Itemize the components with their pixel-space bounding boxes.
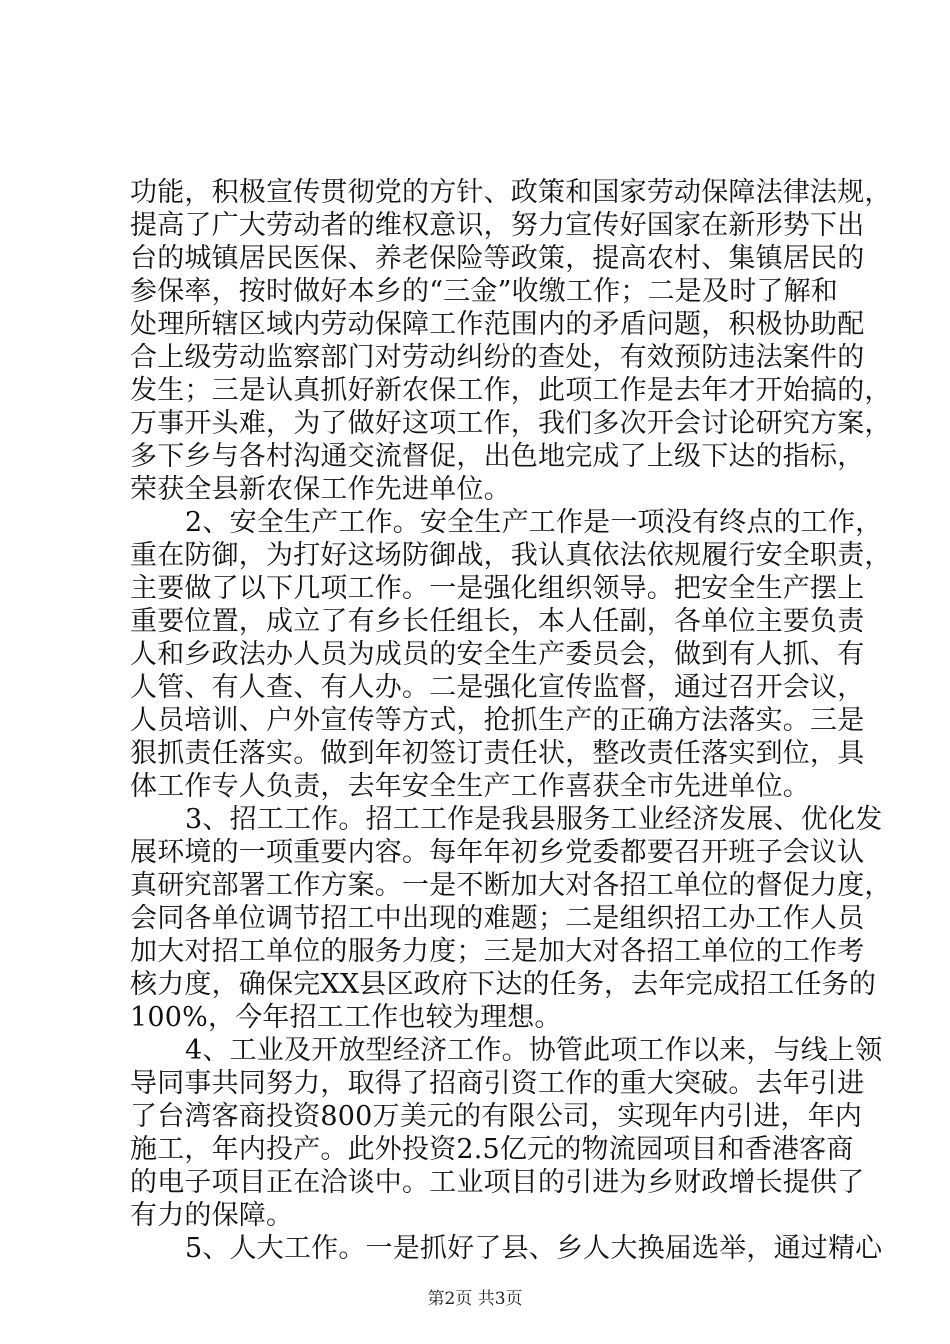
text-line: 发生；三是认真抓好新农保工作，此项工作是去年才开始搞的， <box>130 375 892 406</box>
text-line: 主要做了以下几项工作。一是强化组织领导。把安全生产摆上 <box>130 573 865 604</box>
text-line: 多下乡与各村沟通交流督促，出色地完成了上级下达的指标， <box>130 441 865 472</box>
text-line: 万事开头难，为了做好这项工作，我们多次开会讨论研究方案， <box>130 408 892 439</box>
page-number-label: 第2页 共3页 <box>427 1289 523 1309</box>
text-line: 狠抓责任落实。做到年初签订责任状，整改责任落实到位，具 <box>130 738 865 769</box>
text-line: 参保率，按时做好本乡的“三金”收缴工作；二是及时了解和 <box>130 276 839 307</box>
text-line: 提高了广大劳动者的维权意识，努力宣传好国家在新形势下出 <box>130 210 865 241</box>
text-line: 人和乡政法办人员为成员的安全生产委员会，做到有人抓、有 <box>130 639 865 670</box>
text-line: 荣获全县新农保工作先进单位。 <box>130 474 511 505</box>
text-line: 的电子项目正在洽谈中。工业项目的引进为乡财政增长提供了 <box>130 1167 865 1198</box>
paragraph-first-line: 4、工业及开放型经济工作。协管此项工作以来，与线上领 <box>185 1035 883 1066</box>
paragraph-first-line: 3、招工工作。招工工作是我县服务工业经济发展、优化发 <box>185 804 883 835</box>
text-line: 功能，积极宣传贯彻党的方针、政策和国家劳动保障法律法规， <box>130 177 892 208</box>
text-line: 真研究部署工作方案。一是不断加大对各招工单位的督促力度， <box>130 870 892 901</box>
text-line: 核力度，确保完XX县区政府下达的任务，去年完成招工任务的 <box>130 969 877 1000</box>
text-line: 重要位置，成立了有乡长任组长，本人任副，各单位主要负责 <box>130 606 865 637</box>
paragraph-first-line: 2、安全生产工作。安全生产工作是一项没有终点的工作， <box>185 507 883 538</box>
text-line: 会同各单位调节招工中出现的难题；二是组织招工办工作人员 <box>130 903 865 934</box>
text-line: 有力的保障。 <box>130 1200 294 1231</box>
text-line: 施工，年内投产。此外投资2.5亿元的物流园项目和香港客商 <box>130 1134 854 1165</box>
text-line: 处理所辖区域内劳动保障工作范围内的矛盾问题，积极协助配 <box>130 309 865 340</box>
text-line: 人员培训、户外宣传等方式，抢抓生产的正确方法落实。三是 <box>130 705 865 736</box>
text-line: 人管、有人查、有人办。二是强化宣传监督，通过召开会议， <box>130 672 865 703</box>
text-line: 合上级劳动监察部门对劳动纠纷的查处，有效预防违法案件的 <box>130 342 865 373</box>
text-line: 了台湾客商投资800万美元的有限公司，实现年内引进，年内 <box>130 1101 863 1132</box>
text-line: 展环境的一项重要内容。每年年初乡党委都要召开班子会议认 <box>130 837 865 868</box>
page-footer <box>0 1288 950 1310</box>
text-line: 100%，今年招工工作也较为理想。 <box>130 1002 562 1033</box>
text-line: 加大对招工单位的服务力度；三是加大对各招工单位的工作考 <box>130 936 865 967</box>
paragraph-first-line: 5、人大工作。一是抓好了县、乡人大换届选举，通过精心 <box>185 1233 883 1264</box>
text-line: 台的城镇居民医保、养老保险等政策，提高农村、集镇居民的 <box>130 243 865 274</box>
text-line: 重在防御，为打好这场防御战，我认真依法依规履行安全职责， <box>130 540 892 571</box>
text-line: 体工作专人负责，去年安全生产工作喜获全市先进单位。 <box>130 771 810 802</box>
text-line: 导同事共同努力，取得了招商引资工作的重大突破。去年引进 <box>130 1068 865 1099</box>
